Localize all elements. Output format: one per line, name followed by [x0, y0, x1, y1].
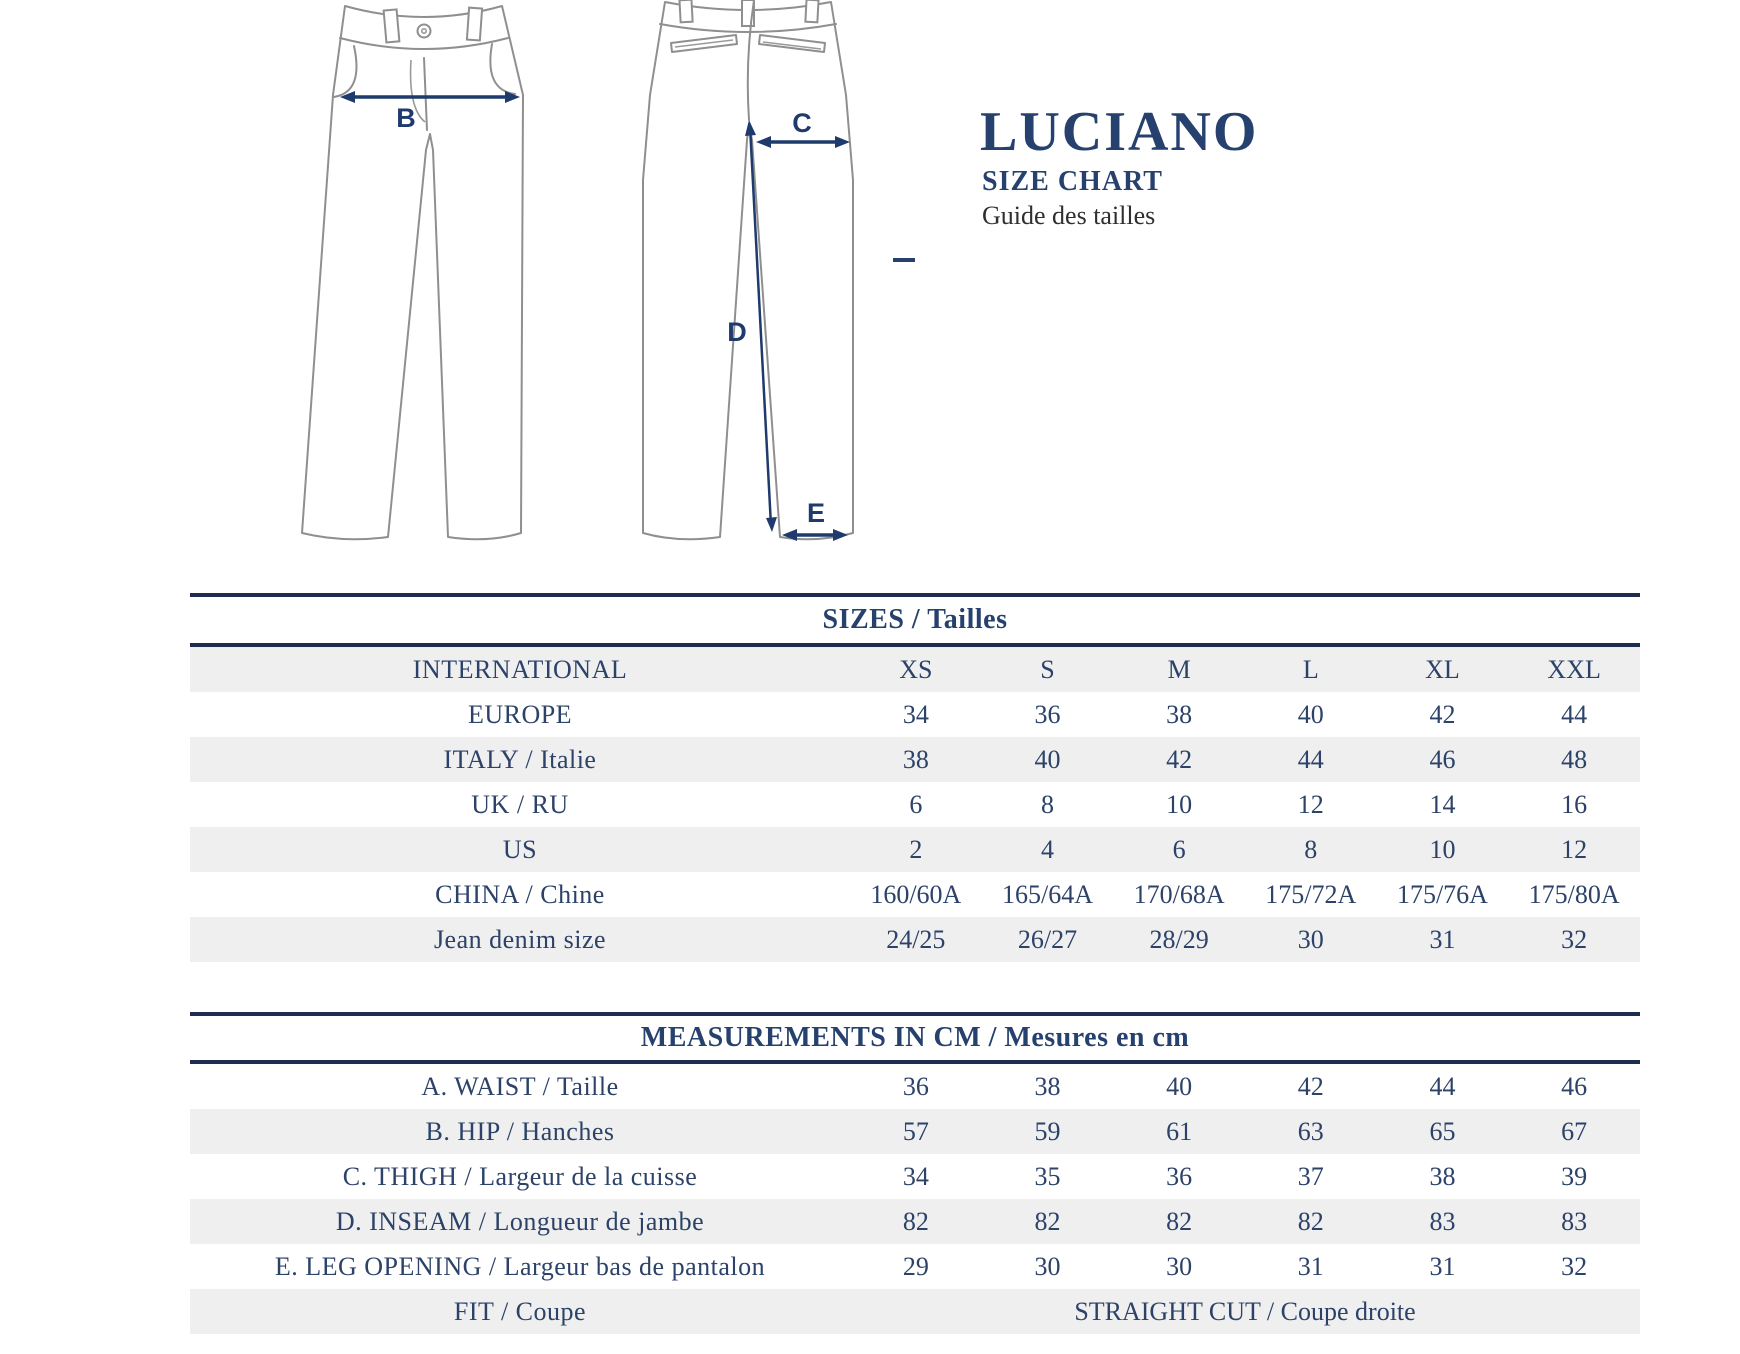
cell-m: M — [1167, 655, 1191, 684]
cell-l: 175/72A — [1265, 880, 1357, 909]
row-label: Jean denim size — [433, 925, 607, 954]
table-row-waist — [190, 1064, 1640, 1109]
cell-xxl: 83 — [1561, 1207, 1588, 1236]
cell-xs: 24/25 — [886, 925, 946, 954]
cell-l: 37 — [1297, 1162, 1324, 1191]
cell-xl: 42 — [1429, 700, 1456, 729]
sizes-table-title: SIZES / Tailles — [822, 604, 1008, 635]
table-row-hip — [190, 1109, 1640, 1154]
cell-m: 10 — [1166, 790, 1193, 819]
page-title: LUCIANO — [980, 101, 1259, 163]
cell-xl: 44 — [1429, 1072, 1456, 1101]
pants-front-drawing — [302, 6, 523, 539]
cell-xs: 34 — [902, 700, 929, 729]
cell-xs: 82 — [902, 1207, 929, 1236]
cell-xl: 31 — [1429, 1252, 1456, 1281]
table-row-uk — [190, 782, 1640, 827]
table-row-italy — [190, 737, 1640, 782]
cell-xs: 34 — [902, 1162, 929, 1191]
cell-s: 36 — [1034, 700, 1061, 729]
cell-m: 36 — [1166, 1162, 1193, 1191]
cell-xxl: 46 — [1561, 1072, 1588, 1101]
cell-m: 170/68A — [1133, 880, 1225, 909]
cell-s: 40 — [1034, 745, 1061, 774]
cell-xl: XL — [1425, 655, 1460, 684]
cell-xl: 65 — [1429, 1117, 1456, 1146]
cell-s: S — [1040, 655, 1055, 684]
table-row-inseam — [190, 1199, 1640, 1244]
belt-loop — [679, 0, 692, 22]
cell-xl: 14 — [1429, 790, 1456, 819]
cell-l: 8 — [1304, 835, 1318, 864]
page-subtitle-fr: Guide des tailles — [982, 201, 1156, 230]
cell-m: 28/29 — [1149, 925, 1209, 954]
table-row-fit — [190, 1289, 1640, 1334]
row-label: UK / RU — [471, 790, 569, 819]
row-label: INTERNATIONAL — [412, 655, 628, 684]
cell-s: 30 — [1034, 1252, 1061, 1281]
cell-xxl: 12 — [1561, 835, 1588, 864]
row-label: B. HIP / Hanches — [425, 1117, 615, 1146]
cell-xl: 10 — [1429, 835, 1456, 864]
row-label: CHINA / Chine — [435, 880, 605, 909]
sizes-table — [190, 593, 1640, 962]
cell-m: 30 — [1166, 1252, 1193, 1281]
table-row-international — [190, 647, 1640, 692]
belt-loop — [467, 8, 482, 41]
cell-xs: 2 — [909, 835, 923, 864]
page-subtitle: SIZE CHART — [982, 166, 1163, 197]
cell-s: 59 — [1034, 1117, 1061, 1146]
cell-xxl: XXL — [1547, 655, 1601, 684]
cell-xs: 160/60A — [870, 880, 962, 909]
cell-xs: XS — [899, 655, 933, 684]
cell-l: L — [1302, 655, 1319, 684]
pants-diagram — [250, 0, 910, 560]
cell-xs: 6 — [909, 790, 923, 819]
cell-l: 40 — [1297, 700, 1324, 729]
cell-s: 35 — [1034, 1162, 1061, 1191]
cell-xs: 38 — [902, 745, 929, 774]
cell-xs: 36 — [902, 1072, 929, 1101]
cell-xxl: 16 — [1561, 790, 1588, 819]
measurements-table — [190, 1012, 1640, 1334]
cell-s: 38 — [1034, 1072, 1061, 1101]
measurements-table-title: MEASUREMENTS IN CM / Mesures en cm — [640, 1022, 1190, 1053]
row-label: D. INSEAM / Longueur de jambe — [335, 1207, 705, 1236]
row-label: C. THIGH / Largeur de la cuisse — [342, 1162, 698, 1191]
cell-s: 165/64A — [1001, 880, 1093, 909]
cell-s: 82 — [1034, 1207, 1061, 1236]
row-label: ITALY / Italie — [443, 745, 597, 774]
cell-m: 82 — [1166, 1207, 1193, 1236]
cell-s: 26/27 — [1017, 925, 1078, 954]
cell-xl: 46 — [1429, 745, 1456, 774]
cell-s: 8 — [1040, 790, 1054, 819]
row-label: EUROPE — [467, 700, 573, 729]
table-row-leg-opening — [190, 1244, 1640, 1289]
cell-xs: 29 — [902, 1252, 929, 1281]
fit-value: STRAIGHT CUT / Coupe droite — [1074, 1297, 1416, 1326]
cell-xxl: 175/80A — [1528, 880, 1620, 909]
cell-xl: 175/76A — [1396, 880, 1488, 909]
cell-l: 42 — [1297, 1072, 1324, 1101]
pants-back-drawing — [643, 0, 853, 541]
measure-label-d: D — [727, 317, 747, 347]
measure-label-c: C — [792, 108, 812, 138]
belt-loop — [805, 0, 818, 22]
table-row-thigh — [190, 1154, 1640, 1199]
cell-xxl: 48 — [1561, 745, 1588, 774]
cell-l: 31 — [1297, 1252, 1324, 1281]
row-label: US — [502, 835, 538, 864]
cell-xl: 31 — [1429, 925, 1456, 954]
cell-s: 4 — [1040, 835, 1054, 864]
cell-xxl: 44 — [1561, 700, 1588, 729]
cell-xl: 38 — [1429, 1162, 1456, 1191]
cell-m: 38 — [1166, 700, 1193, 729]
table-row-europe — [190, 692, 1640, 737]
measure-label-e: E — [806, 498, 826, 528]
cell-xs: 57 — [902, 1117, 929, 1146]
cell-m: 40 — [1166, 1072, 1193, 1101]
cell-l: 82 — [1297, 1207, 1324, 1236]
cell-l: 30 — [1297, 925, 1324, 954]
cell-xxl: 67 — [1561, 1117, 1588, 1146]
cell-l: 44 — [1297, 745, 1324, 774]
belt-loop — [384, 9, 400, 42]
cell-xxl: 32 — [1561, 925, 1588, 954]
cell-xl: 83 — [1429, 1207, 1456, 1236]
cell-l: 12 — [1297, 790, 1324, 819]
cell-xxl: 32 — [1561, 1252, 1588, 1281]
row-label: FIT / Coupe — [453, 1297, 587, 1326]
row-label: A. WAIST / Taille — [421, 1072, 619, 1101]
title-dash — [893, 258, 915, 262]
cell-m: 42 — [1166, 745, 1193, 774]
table-row-jean-denim — [190, 917, 1640, 962]
cell-m: 61 — [1166, 1117, 1193, 1146]
cell-m: 6 — [1172, 835, 1186, 864]
measure-label-b: B — [396, 103, 416, 133]
cell-l: 63 — [1297, 1117, 1324, 1146]
row-label: E. LEG OPENING / Largeur bas de pantalon — [274, 1252, 766, 1281]
table-row-us — [190, 827, 1640, 872]
table-row-china — [190, 872, 1640, 917]
cell-xxl: 39 — [1561, 1162, 1588, 1191]
